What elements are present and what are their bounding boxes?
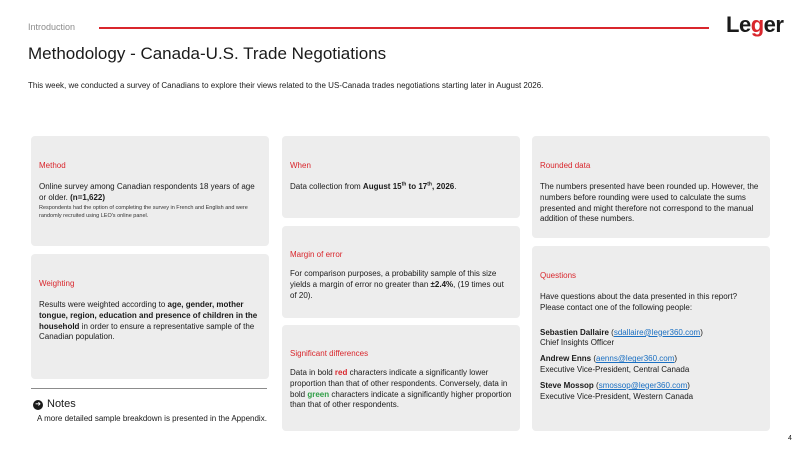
when-sup-start: th [401,181,407,188]
notes-title: Notes [47,398,76,410]
questions-card [532,246,770,431]
method-sample-size: (n=1,622) [70,192,106,202]
method-note: Respondents had the option of completing the survey in French and English and were randomly recruited using LEO's online panel. [39,204,248,220]
when-to: to 17 [406,182,428,191]
when-year: , 2026 [431,182,455,191]
questions-body: Have questions about the data presented in this report? Please contact one of the following people: [540,292,738,312]
contact-role: Executive Vice-President, Central Canada [540,364,690,374]
significant-red-word: red [334,368,348,377]
questions-title: Questions [540,271,577,280]
leger-logo [726,14,783,36]
header-divider [99,27,709,29]
logo-text-end: er [763,12,784,37]
weighting-text-post: in order to ensure a representative sample of the Canadian population. [39,321,255,342]
contact-email-link[interactable]: smossop@leger360.com [598,380,688,390]
logo-text-g: g [750,12,764,37]
contact-name: Andrew Enns [540,354,592,364]
contact-email-link[interactable]: aenns@leger360.com [596,354,675,364]
arrow-circle-icon: ➜ [33,400,43,410]
when-sup-end: th [427,181,432,188]
section-label: Introduction [28,22,76,32]
significant-text-3: characters indicate a significantly higher proportion than that of other respondents. [290,389,512,410]
margin-text-post: , (19 times out of 20). [290,279,504,300]
when-text-pre: Data collection from [290,182,363,191]
logo-text-start: Le [726,12,751,37]
contact-item: Sebastien Dallaire (sdallaire@leger360.com) Chief Insights Officer [540,327,703,348]
significant-body [290,368,512,411]
when-card [282,136,520,218]
contact-email-link[interactable]: sdallaire@leger360.com [613,327,701,337]
significant-text-1: Data in bold [290,368,335,377]
contact-role: Executive Vice-President, Western Canada [540,391,694,401]
rounded-card [532,136,770,238]
notes-divider [31,388,267,389]
significant-green-word: green [307,389,330,399]
contact-role: Chief Insights Officer [540,338,615,348]
significant-card [282,325,520,431]
weighting-card [31,254,269,379]
page-title: Methodology - Canada-U.S. Trade Negotiations [28,44,387,63]
page-number: 4 [788,435,792,442]
margin-value: ±2.4% [430,279,454,289]
margin-body [290,269,512,301]
method-card [31,136,269,246]
when-text-post: . [454,182,457,191]
when-dates [362,181,457,191]
weighting-body [39,300,261,343]
margin-card [282,226,520,318]
method-body [39,182,261,204]
weighting-variables: age, gender, mother tongue, region, education and presence of children in the household [39,300,258,331]
contact-item: Andrew Enns (aenns@leger360.com) Executive Vice-President, Central Canada [540,354,690,374]
significant-text-2: characters indicate a significantly lower proportion than that of other respondents. Conversely, data in bold [290,368,508,399]
when-title: When [290,161,311,170]
when-body [290,182,512,193]
weighting-text-pre: Results were weighted according to [39,300,168,309]
contact-item: Steve Mossop (smossop@leger360.com) Executive Vice-President, Western Canada [540,380,694,401]
contacts-list [540,328,762,403]
when-date-start: August 15 [362,182,402,191]
significant-title: Significant differences [290,349,369,358]
method-text: Online survey among Canadian respondents 18 years of age or older. [39,182,255,202]
margin-text-pre: For comparison purposes, a probability sample of this size yields a margin of error no greater than [290,269,497,289]
margin-title: Margin of error [290,250,343,259]
notes-body: A more detailed sample breakdown is presented in the Appendix. [37,414,267,423]
rounded-body: The numbers presented have been rounded up. However, the numbers before rounding were used to calculate the sums presented and might therefore not correspond to the manual addition of these numbers. [540,182,759,224]
contact-name: Steve Mossop [540,380,594,390]
rounded-title: Rounded data [540,161,591,170]
intro-text: This week, we conducted a survey of Canadians to explore their views related to the US-Canada trades negotiations starting later in August 2026. [28,81,544,90]
method-title: Method [39,161,66,170]
weighting-title: Weighting [39,279,75,288]
contact-name: Sebastien Dallaire [540,327,609,337]
